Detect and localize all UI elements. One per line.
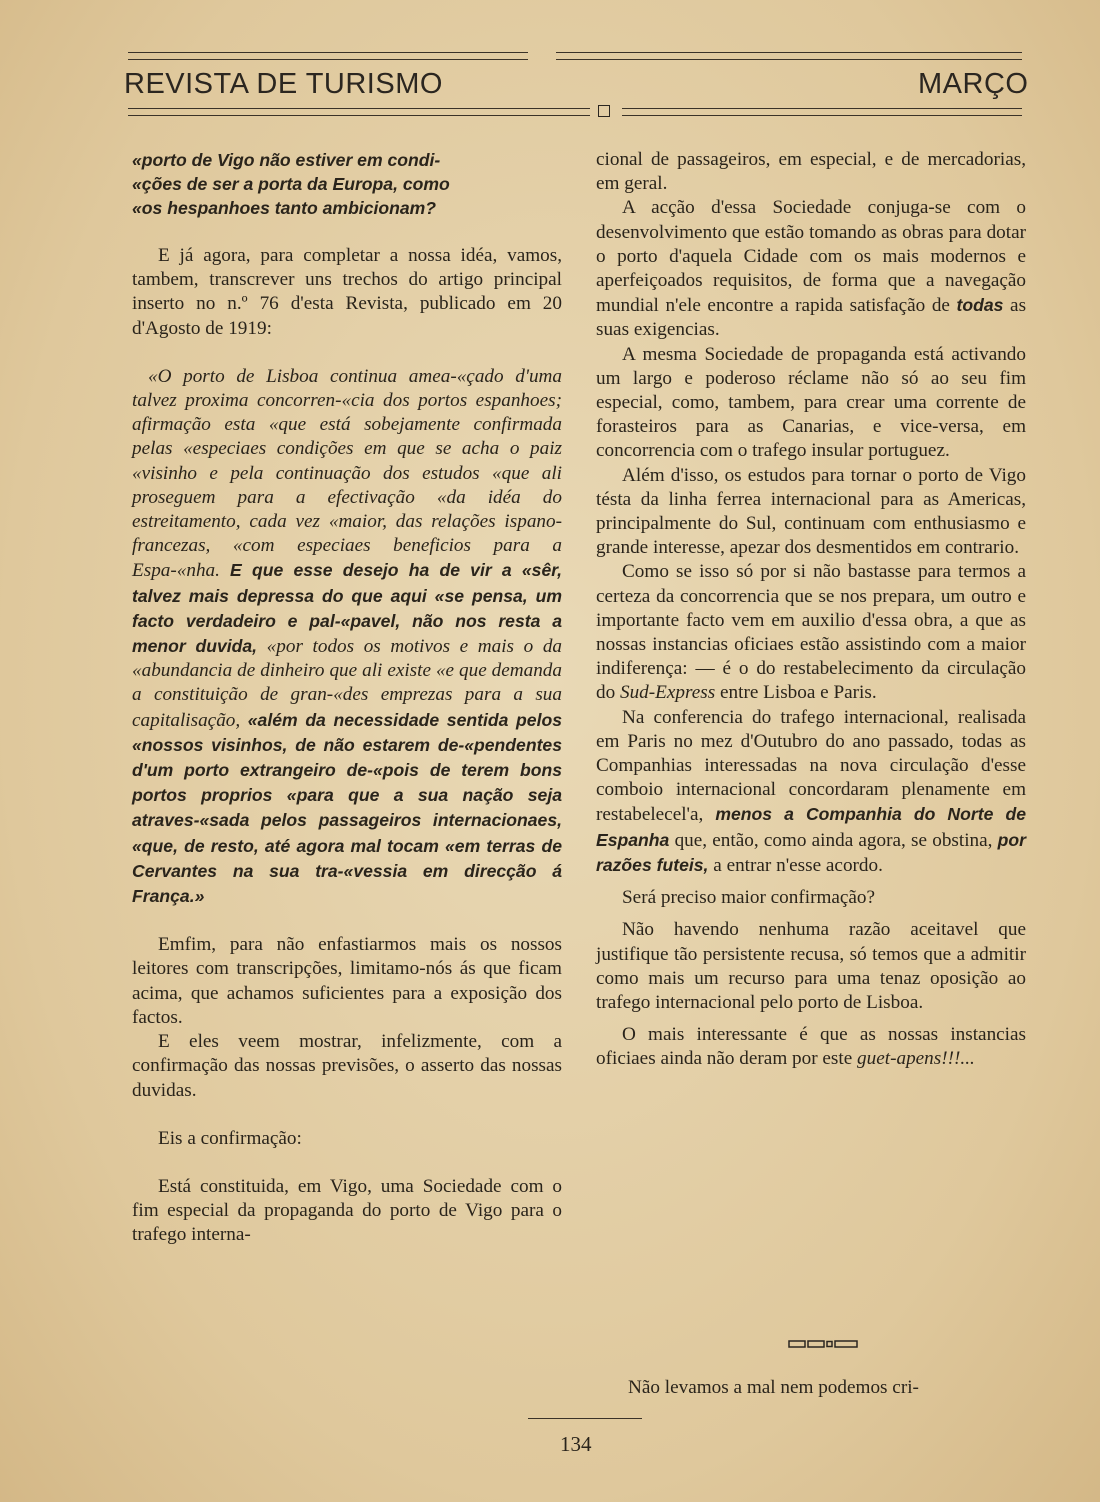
header-rule-left xyxy=(128,52,528,60)
paragraph xyxy=(596,706,1026,878)
paragraph: cional de passageiros, em especial, e de mercadorias, em geral. xyxy=(596,149,1026,195)
paragraph: Não havendo nenhuma razão aceitavel que justifique tão persistente recusa, só temos que a admitir como mais um recurso para uma tenaz oposição ao trafego internacional pelo porto de Lisboa. xyxy=(596,919,1026,1013)
paragraph xyxy=(596,560,1026,705)
quote-line: «porto de Vigo não estiver em condi- xyxy=(132,150,441,170)
text-run: que, então, como ainda agora, se obstina, xyxy=(674,829,993,851)
paragraph: Será preciso maior confirmação? xyxy=(622,887,876,909)
quote-bold-part: E que esse desejo ha de vir a «sêr, talvez mais depressa do que aqui «se pensa, um facto verdadeiro e pal-«pavel, não nos resta a menor duvida, xyxy=(132,560,562,657)
transcribed-quote xyxy=(132,365,562,909)
text-run: A acção d'essa Sociedade conjuga-se com o desenvolvimento que estão tomando as obras para dotar o porto d'aquela Cidade com os mais modernos e aperfeiçoados requisitos, de forma que a navegação mundial n'ele encontre a rapida satisfação de xyxy=(596,197,1026,317)
text-run: Na conferencia do trafego internacional, realisada em Paris no mez d'Outubro do ano passado, todas as Companhias interessadas na nova circulação d'esse comboio internacional concordaram plenamente em restabelecel'a, xyxy=(596,706,1026,826)
paragraph: E já agora, para completar a nossa idéa, vamos, tambem, transcrever uns trechos do artigo principal inserto no n.º 76 d'esta Revista, publicado em 20 d'Agosto de 1919: xyxy=(132,245,562,339)
divider-ornament-icon xyxy=(788,1339,858,1349)
quote-italic-part: «O porto de Lisboa continua amea-«çado d'uma talvez proxima concorren-«cia dos portos espanhoes; afirmação esta «que está sobejamente confirmada pelas «especiaes condições em que se acha o paiz «visinho e pela continuação dos estudos «que ali proseguem para a efectivação «da idéa do estreitamento, cada vez «maior, das relações ispano-francezas, «com especiaes beneficios para a Espa-«nha. xyxy=(132,365,562,582)
emphasis: guet-apens!!!... xyxy=(857,1048,975,1070)
footer-rule xyxy=(528,1418,642,1419)
emphasis: por razões futeis, xyxy=(596,829,1027,875)
paragraph xyxy=(596,1023,1026,1071)
text-run: as suas exigencias. xyxy=(596,295,1027,341)
emphasis: todas xyxy=(956,295,1004,316)
text-run: a entrar n'esse acordo. xyxy=(713,854,883,876)
text-run: Como se isso só por si não bastasse para termos a certeza da concorrencia que se nos prepara, um outro e importante facto vem em auxilio d'essa obra, a que as nossas instancias oficiaes estão assistindo com a maior indiferença: — é o do restabelecimento da circulação do xyxy=(596,561,1026,704)
right-column xyxy=(596,148,1026,1072)
paragraph: E eles veem mostrar, infelizmente, com a confirmação das nossas previsões, o asserto das nossas duvidas. xyxy=(132,1031,562,1101)
text-run: entre Lisboa e Paris. xyxy=(720,682,877,704)
emphasis: menos a Companhia do Norte de Espanha xyxy=(596,804,1026,850)
quote-line: «os hespanhoes tanto ambicionam? xyxy=(132,198,437,218)
paragraph xyxy=(596,196,1026,342)
quote-bold-part: «além da necessidade sentida pelos «nossos visinhos, de não estarem de-«pendentes d'um porto extrangeiro de-«pois de terem bons portos proprios «para que a sua nação seja atraves-«sada pelos passageiros internacionaes, «que, de resto, até agora mal tocam «em terras de Cervantes na sua tra-«vessia em direcção á França.» xyxy=(132,709,563,907)
issue-month: MARÇO xyxy=(918,68,1029,100)
quote-italic-part: «por todos os motivos e mais o da «abundancia de dinheiro que ali existe «e que demanda a constituição de gran-«des emprezas para a sua capitalisação, xyxy=(132,636,563,731)
publication-title: REVISTA DE TURISMO xyxy=(124,68,443,100)
opening-quote xyxy=(132,148,562,220)
paragraph: Emfim, para não enfastiarmos mais os nossos leitores com transcripções, limitamo-nós ás que ficam acima, que achamos suficientes para a exposição dos factos. xyxy=(132,934,562,1028)
page-number: 134 xyxy=(560,1432,592,1456)
header-rule-right xyxy=(556,52,1022,60)
left-column xyxy=(132,148,562,1248)
subheader-rule-left xyxy=(128,108,590,116)
paragraph: Eis a confirmação: xyxy=(158,1127,302,1149)
text-run: O mais interessante é que as nossas instancias oficiaes ainda não deram por este xyxy=(596,1024,1026,1070)
continued-line xyxy=(628,1376,1028,1400)
ornament-square xyxy=(598,105,610,117)
paragraph: Está constituida, em Vigo, uma Sociedade com o fim especial da propaganda do porto de Vigo para o trafego interna- xyxy=(132,1175,562,1246)
paragraph: Além d'isso, os estudos para tornar o porto de Vigo tésta da linha ferrea internacional para as Americas, principalmente do Sul, continuam com enthusiasmo e grande interesse, apezar dos desmentidos em contrario. xyxy=(596,464,1026,559)
emphasis: Sud-Express xyxy=(619,682,716,704)
subheader-rule-right xyxy=(622,108,1022,116)
paragraph: Não levamos a mal nem podemos cri- xyxy=(628,1377,919,1398)
paragraph: A mesma Sociedade de propaganda está activando um largo e poderoso réclame não só ao seu fim especial, como, tambem, para crear uma corrente de forasteiros para as Canarias, e vice-versa, em concorrencia com o trafego insular portuguez. xyxy=(596,343,1026,462)
quote-line: «ções de ser a porta da Europa, como xyxy=(132,174,450,194)
